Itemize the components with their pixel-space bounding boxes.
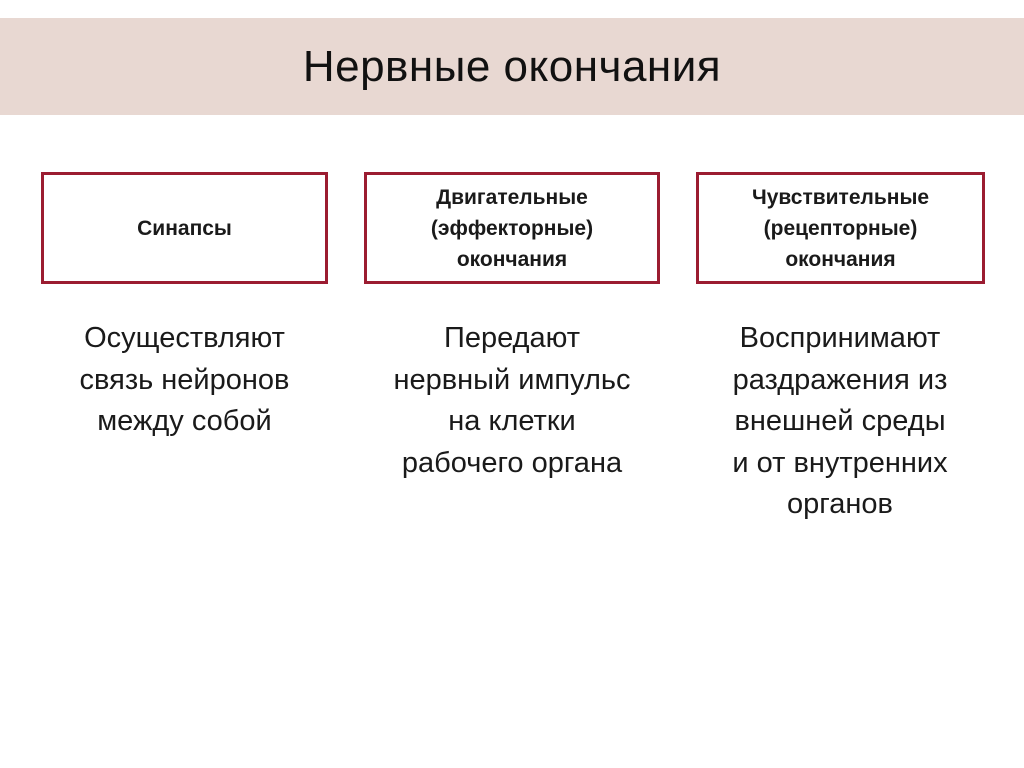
description-line: рабочего органа <box>401 446 623 479</box>
box-label: Чувствительные <box>751 185 930 209</box>
title-bar <box>0 18 1024 115</box>
description-line: внешней среды <box>734 405 946 437</box>
description-line: Воспринимают <box>739 322 941 354</box>
description-line: связь нейронов <box>79 363 290 396</box>
description-line: между собой <box>97 405 272 437</box>
description-line: на клетки <box>448 405 576 437</box>
description-synapses <box>41 318 328 443</box>
box-label: окончания <box>456 247 568 271</box>
description-line: Осуществляют <box>84 322 285 354</box>
description-sensory-endings <box>690 318 990 526</box>
description-line: и от внутренних <box>732 446 948 479</box>
description-line: Передают <box>443 322 581 354</box>
slide-title: Нервные окончания <box>302 41 722 91</box>
box-label: (эффекторные) <box>430 216 594 240</box>
description-motor-endings <box>364 318 660 484</box>
box-sensory-endings <box>696 172 985 284</box>
box-label: Синапсы <box>137 216 232 240</box>
description-line: раздражения из <box>732 363 948 396</box>
box-synapses <box>41 172 328 284</box>
description-line: органов <box>787 488 893 520</box>
box-label: окончания <box>785 247 896 271</box>
box-label: (рецепторные) <box>763 216 918 240</box>
description-line: нервный импульс <box>393 363 631 396</box>
box-label: Двигательные <box>436 185 588 209</box>
box-motor-endings <box>364 172 660 284</box>
